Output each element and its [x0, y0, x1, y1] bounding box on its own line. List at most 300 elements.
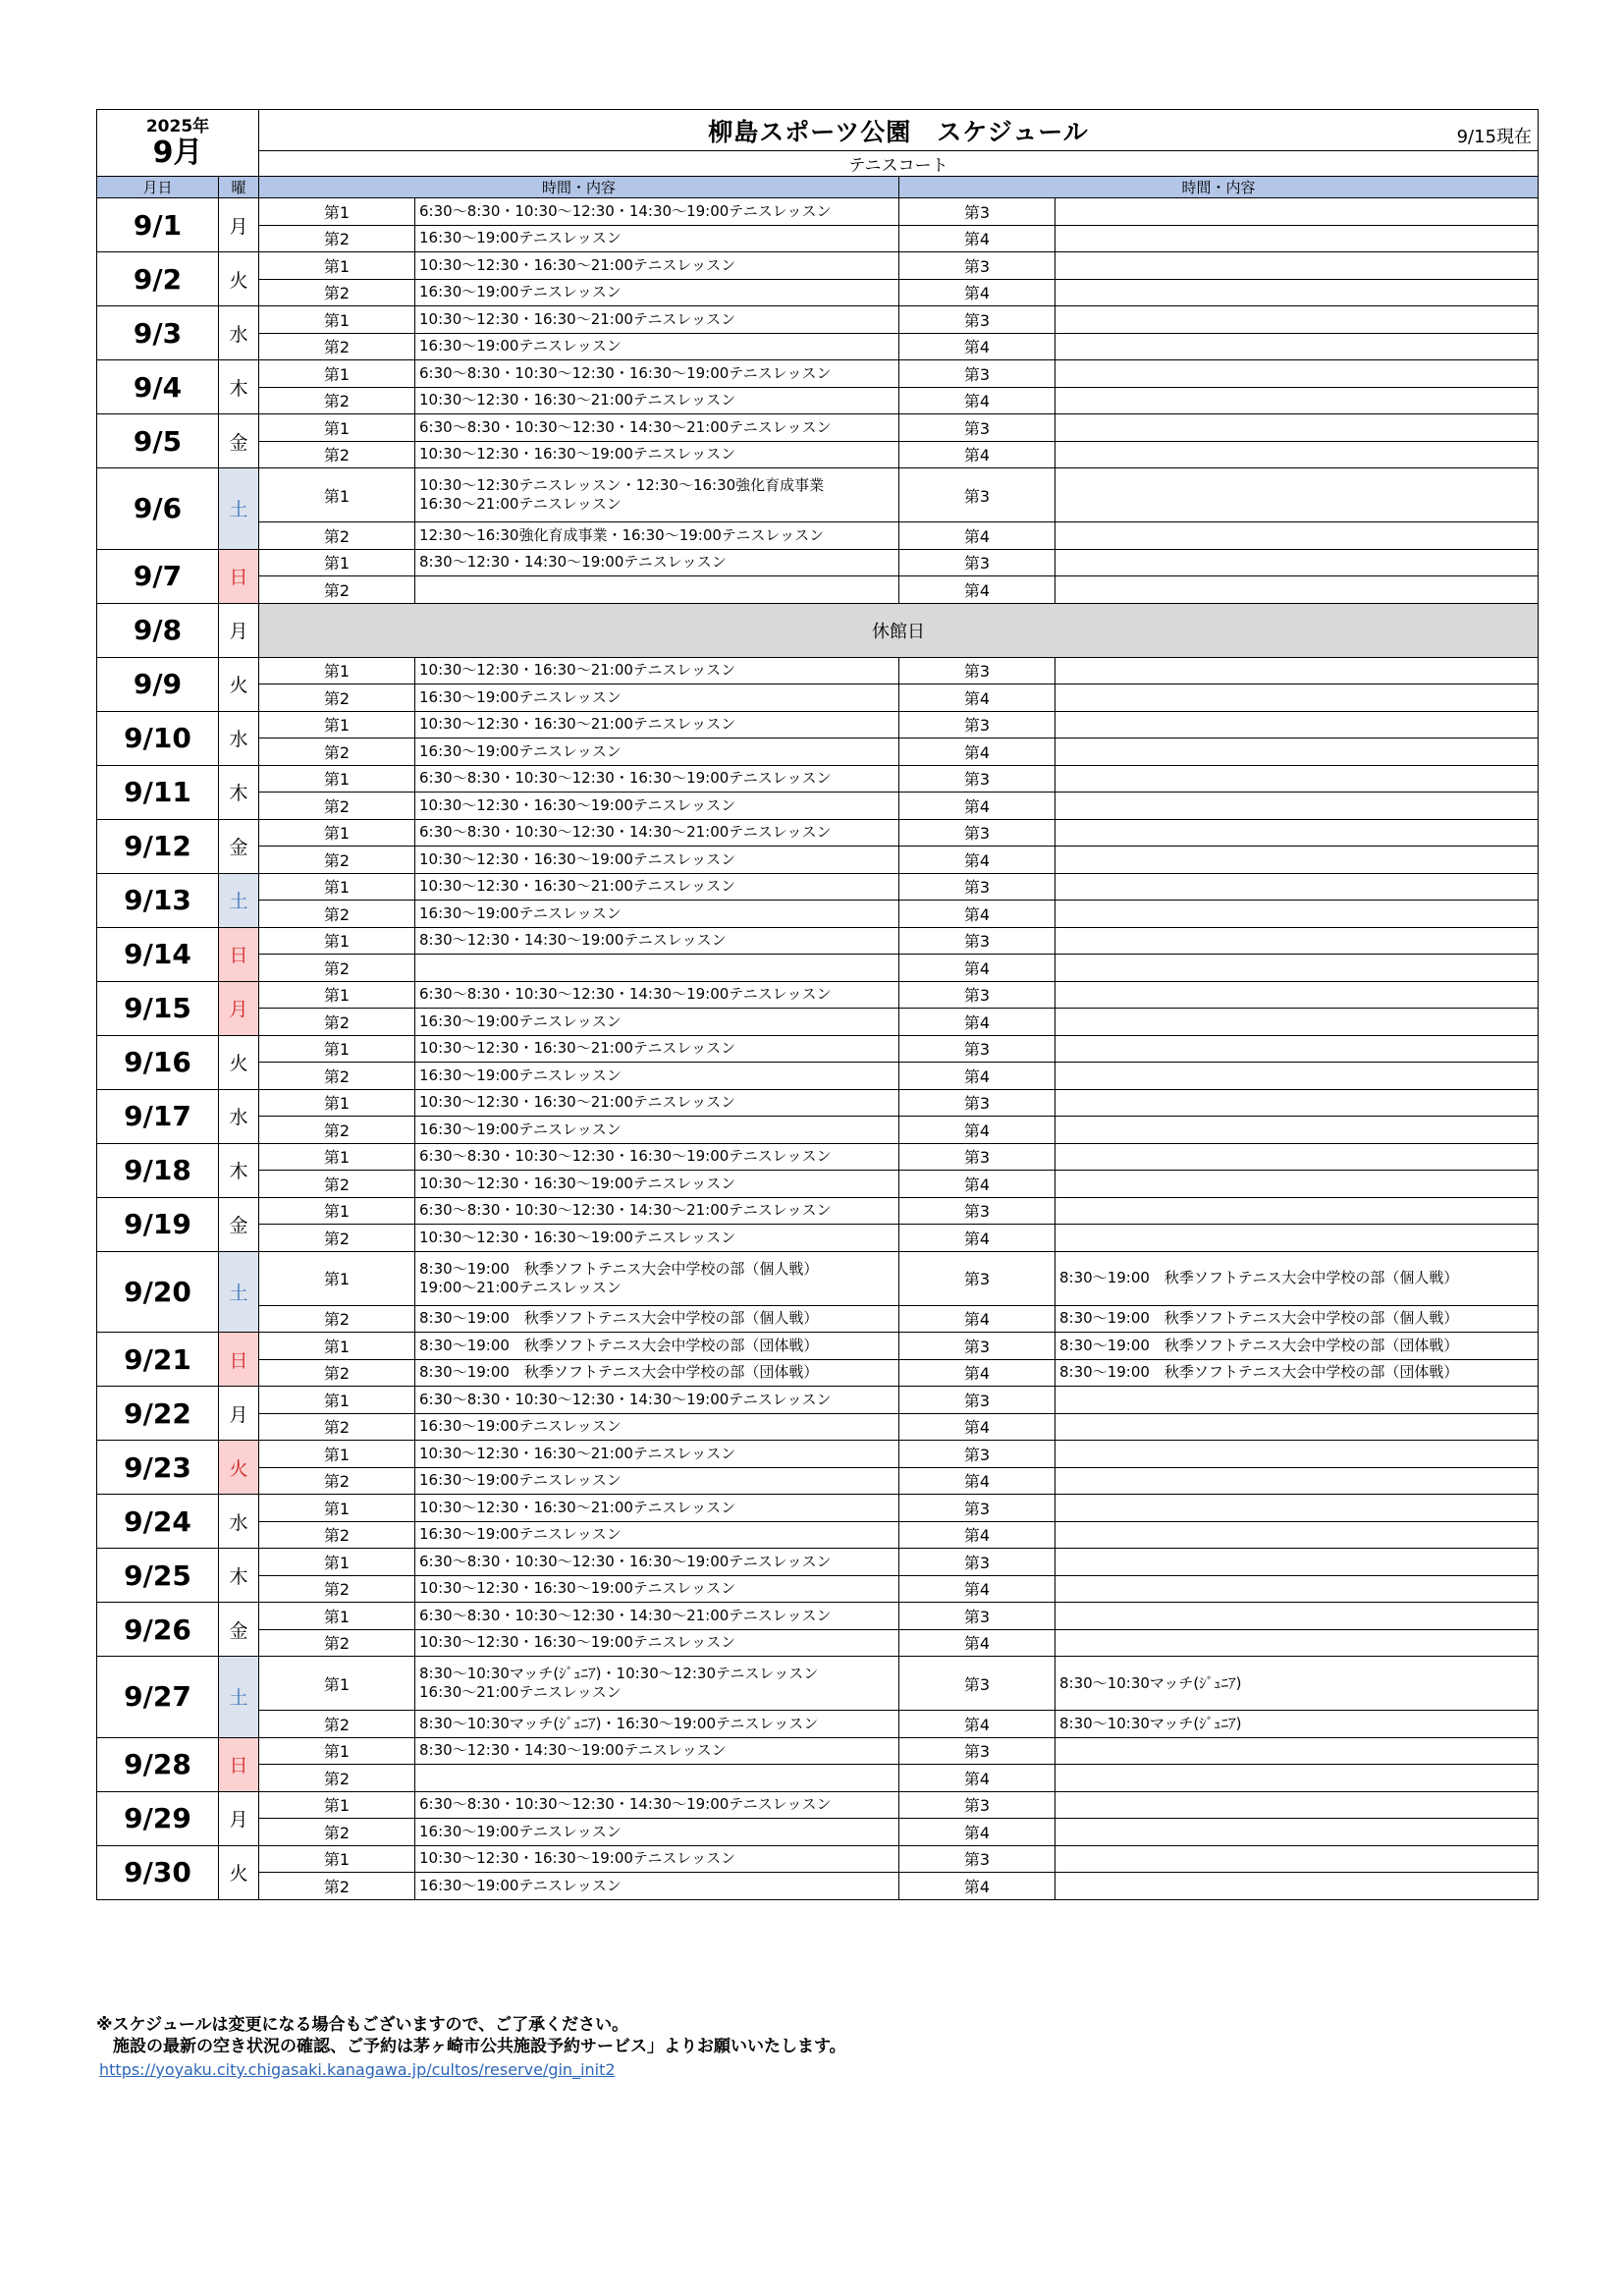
day-of-week: 水 [219, 1089, 259, 1143]
court-1-label: 第1 [259, 1035, 415, 1063]
reservation-link[interactable]: https://yoyaku.city.chigasaki.kanagawa.jp/cultos/reserve/gin_init2 [99, 2060, 616, 2079]
court-3-content: 8:30～10:30マッチ(ｼﾞｭﾆｱ) [1055, 1657, 1539, 1711]
col-content-right-header: 時間・内容 [899, 177, 1539, 198]
court-1-content: 6:30～8:30・10:30～12:30・14:30～21:00テニスレッスン [415, 1603, 899, 1630]
court-3-content [1055, 765, 1539, 793]
court-3-content [1055, 1035, 1539, 1063]
day-row [97, 981, 1539, 1009]
court-4-label: 第4 [899, 1117, 1055, 1144]
court-2-label: 第2 [259, 901, 415, 928]
court-4-content [1055, 793, 1539, 820]
court-1-content: 10:30～12:30・16:30～21:00テニスレッスン [415, 306, 899, 334]
court-4-content [1055, 1521, 1539, 1549]
day-of-week: 土 [219, 873, 259, 927]
court-3-content [1055, 1549, 1539, 1576]
day-date: 9/26 [97, 1603, 219, 1657]
court-2-content: 10:30～12:30・16:30～19:00テニスレッスン [415, 1171, 899, 1198]
court-2-content: 10:30～12:30・16:30～19:00テニスレッスン [415, 441, 899, 468]
court-4-content [1055, 333, 1539, 360]
day-row-sub [97, 387, 1539, 414]
court-4-label: 第4 [899, 333, 1055, 360]
court-2-label: 第2 [259, 1305, 415, 1333]
day-date: 9/3 [97, 306, 219, 360]
court-3-label: 第3 [899, 1089, 1055, 1117]
court-1-content: 6:30～8:30・10:30～12:30・14:30～21:00テニスレッスン [415, 819, 899, 847]
court-4-label: 第4 [899, 387, 1055, 414]
court-4-content: 8:30～10:30マッチ(ｼﾞｭﾆｱ) [1055, 1711, 1539, 1738]
court-4-content [1055, 1575, 1539, 1603]
day-date: 9/16 [97, 1035, 219, 1089]
court-2-content: 10:30～12:30・16:30～19:00テニスレッスン [415, 1225, 899, 1252]
court-1-label: 第1 [259, 1791, 415, 1819]
court-2-label: 第2 [259, 576, 415, 604]
court-3-label: 第3 [899, 1657, 1055, 1711]
court-3-content [1055, 1197, 1539, 1225]
court-1-content: 6:30～8:30・10:30～12:30・14:30～19:00テニスレッスン [415, 1387, 899, 1414]
day-of-week: 火 [219, 252, 259, 306]
day-of-week: 木 [219, 1549, 259, 1603]
court-1-content: 10:30～12:30・16:30～21:00テニスレッスン [415, 711, 899, 738]
day-row-sub [97, 1225, 1539, 1252]
court-3-label: 第3 [899, 306, 1055, 334]
court-4-label: 第4 [899, 1521, 1055, 1549]
day-date: 9/28 [97, 1737, 219, 1791]
court-4-label: 第4 [899, 793, 1055, 820]
court-2-label: 第2 [259, 1873, 415, 1900]
court-2-content [415, 576, 899, 604]
court-2-content: 8:30～19:00 秋季ソフトテニス大会中学校の部（団体戦） [415, 1359, 899, 1387]
court-1-content: 8:30～19:00 秋季ソフトテニス大会中学校の部（団体戦） [415, 1333, 899, 1360]
court-3-label: 第3 [899, 1035, 1055, 1063]
day-row-sub [97, 1063, 1539, 1090]
day-of-week: 木 [219, 360, 259, 414]
day-row [97, 603, 1539, 657]
schedule-page [96, 109, 1538, 1900]
court-4-content [1055, 955, 1539, 982]
court-2-label: 第2 [259, 333, 415, 360]
court-4-content [1055, 738, 1539, 766]
day-row [97, 1143, 1539, 1171]
court-2-label: 第2 [259, 1467, 415, 1495]
day-of-week: 土 [219, 1251, 259, 1333]
court-3-content [1055, 927, 1539, 955]
day-row-sub [97, 1629, 1539, 1657]
court-2-content: 16:30～19:00テニスレッスン [415, 1521, 899, 1549]
court-4-label: 第4 [899, 684, 1055, 712]
court-1-label: 第1 [259, 927, 415, 955]
day-of-week: 水 [219, 306, 259, 360]
court-2-content: 10:30～12:30・16:30～19:00テニスレッスン [415, 793, 899, 820]
day-date: 9/22 [97, 1387, 219, 1441]
court-2-label: 第2 [259, 955, 415, 982]
court-2-label: 第2 [259, 387, 415, 414]
day-row [97, 927, 1539, 955]
court-4-content [1055, 522, 1539, 550]
court-2-label: 第2 [259, 1521, 415, 1549]
day-of-week: 日 [219, 1737, 259, 1791]
court-1-label: 第1 [259, 1845, 415, 1873]
court-2-label: 第2 [259, 441, 415, 468]
day-date: 9/7 [97, 549, 219, 603]
court-4-label: 第4 [899, 901, 1055, 928]
day-row [97, 873, 1539, 901]
court-3-content [1055, 468, 1539, 522]
court-1-content: 10:30～12:30・16:30～21:00テニスレッスン [415, 252, 899, 280]
court-3-label: 第3 [899, 1333, 1055, 1360]
court-3-label: 第3 [899, 414, 1055, 442]
day-row [97, 1495, 1539, 1522]
court-4-label: 第4 [899, 1711, 1055, 1738]
court-3-label: 第3 [899, 1495, 1055, 1522]
notes [96, 2014, 1538, 2057]
court-4-label: 第4 [899, 1629, 1055, 1657]
day-row [97, 360, 1539, 388]
court-3-content [1055, 1441, 1539, 1468]
court-3-label: 第3 [899, 549, 1055, 576]
day-row [97, 198, 1539, 226]
court-3-label: 第3 [899, 1251, 1055, 1305]
court-3-label: 第3 [899, 981, 1055, 1009]
court-1-content: 10:30～12:30・16:30～21:00テニスレッスン [415, 1035, 899, 1063]
court-2-label: 第2 [259, 1413, 415, 1441]
day-row-sub [97, 1819, 1539, 1846]
day-date: 9/18 [97, 1143, 219, 1197]
court-3-content [1055, 1089, 1539, 1117]
day-row-sub [97, 901, 1539, 928]
court-1-label: 第1 [259, 1549, 415, 1576]
court-2-label: 第2 [259, 1765, 415, 1792]
court-3-label: 第3 [899, 873, 1055, 901]
page-title: 柳島スポーツ公園 スケジュール [708, 117, 1089, 146]
court-4-label: 第4 [899, 1413, 1055, 1441]
court-3-content [1055, 1143, 1539, 1171]
court-1-label: 第1 [259, 873, 415, 901]
court-2-content: 10:30～12:30・16:30～19:00テニスレッスン [415, 1629, 899, 1657]
court-1-label: 第1 [259, 1089, 415, 1117]
court-2-content: 8:30～19:00 秋季ソフトテニス大会中学校の部（個人戦） [415, 1305, 899, 1333]
court-4-content [1055, 847, 1539, 874]
day-of-week: 月 [219, 198, 259, 252]
court-1-label: 第1 [259, 1441, 415, 1468]
day-row [97, 657, 1539, 684]
court-1-content: 8:30～19:00 秋季ソフトテニス大会中学校の部（個人戦） 19:00～21:00テニスレッスン [415, 1251, 899, 1305]
title-cell [259, 110, 1539, 151]
court-1-content: 10:30～12:30・16:30～19:00テニスレッスン [415, 1845, 899, 1873]
court-2-label: 第2 [259, 1575, 415, 1603]
court-4-content [1055, 1629, 1539, 1657]
court-2-content: 10:30～12:30・16:30～19:00テニスレッスン [415, 1575, 899, 1603]
day-row [97, 1197, 1539, 1225]
court-3-content: 8:30～19:00 秋季ソフトテニス大会中学校の部（個人戦） [1055, 1251, 1539, 1305]
day-row-sub [97, 1467, 1539, 1495]
court-2-label: 第2 [259, 793, 415, 820]
day-date: 9/12 [97, 819, 219, 873]
court-3-label: 第3 [899, 1791, 1055, 1819]
court-4-label: 第4 [899, 1171, 1055, 1198]
court-3-label: 第3 [899, 819, 1055, 847]
court-3-content [1055, 873, 1539, 901]
day-of-week: 金 [219, 1197, 259, 1251]
court-3-content [1055, 414, 1539, 442]
court-1-label: 第1 [259, 819, 415, 847]
day-of-week: 火 [219, 657, 259, 711]
court-2-label: 第2 [259, 1711, 415, 1738]
court-1-content: 10:30～12:30・16:30～21:00テニスレッスン [415, 657, 899, 684]
court-4-label: 第4 [899, 955, 1055, 982]
court-4-label: 第4 [899, 1467, 1055, 1495]
court-1-content: 8:30～12:30・14:30～19:00テニスレッスン [415, 549, 899, 576]
court-2-content: 16:30～19:00テニスレッスン [415, 1009, 899, 1036]
day-date: 9/6 [97, 468, 219, 550]
court-4-content [1055, 1467, 1539, 1495]
day-row-sub [97, 576, 1539, 604]
court-4-content [1055, 576, 1539, 604]
day-row-sub [97, 738, 1539, 766]
court-2-content [415, 955, 899, 982]
day-of-week: 水 [219, 1495, 259, 1549]
court-2-label: 第2 [259, 847, 415, 874]
day-row [97, 1441, 1539, 1468]
day-row-sub [97, 1711, 1539, 1738]
court-1-label: 第1 [259, 711, 415, 738]
day-row [97, 468, 1539, 522]
court-2-content: 16:30～19:00テニスレッスン [415, 901, 899, 928]
court-1-label: 第1 [259, 1603, 415, 1630]
court-3-content [1055, 819, 1539, 847]
court-4-label: 第4 [899, 1359, 1055, 1387]
court-1-content: 10:30～12:30・16:30～21:00テニスレッスン [415, 1441, 899, 1468]
court-1-content: 10:30～12:30テニスレッスン・12:30～16:30強化育成事業 16:30～21:00テニスレッスン [415, 468, 899, 522]
day-date: 9/24 [97, 1495, 219, 1549]
court-3-content [1055, 1845, 1539, 1873]
court-1-content: 6:30～8:30・10:30～12:30・16:30～19:00テニスレッスン [415, 765, 899, 793]
day-date: 9/4 [97, 360, 219, 414]
court-3-label: 第3 [899, 1387, 1055, 1414]
day-date: 9/25 [97, 1549, 219, 1603]
day-row [97, 1549, 1539, 1576]
day-of-week: 月 [219, 1791, 259, 1845]
day-row [97, 1791, 1539, 1819]
court-2-content: 16:30～19:00テニスレッスン [415, 1819, 899, 1846]
court-3-label: 第3 [899, 711, 1055, 738]
court-1-label: 第1 [259, 1495, 415, 1522]
note-line-2: 施設の最新の空き状況の確認、ご予約は茅ヶ崎市公共施設予約サービス」よりお願いいたします。 [96, 2037, 846, 2056]
court-3-content [1055, 252, 1539, 280]
court-4-label: 第4 [899, 1819, 1055, 1846]
day-of-week: 日 [219, 927, 259, 981]
court-4-content [1055, 1117, 1539, 1144]
court-3-content [1055, 1495, 1539, 1522]
court-1-content: 6:30～8:30・10:30～12:30・14:30～19:00テニスレッスン [415, 981, 899, 1009]
court-2-label: 第2 [259, 1063, 415, 1090]
court-2-label: 第2 [259, 225, 415, 252]
court-4-content [1055, 1873, 1539, 1900]
court-3-content [1055, 360, 1539, 388]
court-2-content: 10:30～12:30・16:30～21:00テニスレッスン [415, 387, 899, 414]
court-4-label: 第4 [899, 1765, 1055, 1792]
day-of-week: 土 [219, 1657, 259, 1738]
court-2-content: 8:30～10:30マッチ(ｼﾞｭﾆｱ)・16:30～19:00テニスレッスン [415, 1711, 899, 1738]
court-3-label: 第3 [899, 360, 1055, 388]
day-row-sub [97, 333, 1539, 360]
court-2-label: 第2 [259, 684, 415, 712]
court-2-label: 第2 [259, 522, 415, 550]
day-row [97, 1737, 1539, 1765]
day-of-week: 月 [219, 603, 259, 657]
court-1-label: 第1 [259, 1333, 415, 1360]
day-date: 9/27 [97, 1657, 219, 1738]
court-4-content [1055, 1819, 1539, 1846]
day-date: 9/15 [97, 981, 219, 1035]
court-2-content: 16:30～19:00テニスレッスン [415, 1063, 899, 1090]
day-row [97, 1845, 1539, 1873]
day-row [97, 1035, 1539, 1063]
court-1-content: 8:30～10:30マッチ(ｼﾞｭﾆｱ)・10:30～12:30テニスレッスン 16:30～21:00テニスレッスン [415, 1657, 899, 1711]
day-date: 9/5 [97, 414, 219, 468]
court-2-content: 16:30～19:00テニスレッスン [415, 1873, 899, 1900]
closed-label: 休館日 [259, 603, 1539, 657]
court-4-label: 第4 [899, 738, 1055, 766]
court-1-label: 第1 [259, 657, 415, 684]
schedule-table [96, 109, 1539, 1900]
court-4-label: 第4 [899, 522, 1055, 550]
court-4-content [1055, 1063, 1539, 1090]
court-2-content: 16:30～19:00テニスレッスン [415, 1467, 899, 1495]
day-row-sub [97, 847, 1539, 874]
court-2-content: 12:30～16:30強化育成事業・16:30～19:00テニスレッスン [415, 522, 899, 550]
day-of-week: 日 [219, 549, 259, 603]
court-2-content: 16:30～19:00テニスレッスン [415, 1413, 899, 1441]
day-row-sub [97, 1117, 1539, 1144]
court-1-label: 第1 [259, 1197, 415, 1225]
col-dow-header: 曜 [219, 177, 259, 198]
day-of-week: 木 [219, 1143, 259, 1197]
court-3-label: 第3 [899, 657, 1055, 684]
day-of-week: 金 [219, 414, 259, 468]
court-4-content [1055, 1225, 1539, 1252]
day-date: 9/21 [97, 1333, 219, 1387]
court-3-label: 第3 [899, 1549, 1055, 1576]
day-row [97, 1657, 1539, 1711]
day-row-sub [97, 441, 1539, 468]
day-of-week: 金 [219, 1603, 259, 1657]
court-3-label: 第3 [899, 1603, 1055, 1630]
day-row [97, 1387, 1539, 1414]
court-1-label: 第1 [259, 306, 415, 334]
day-of-week: 月 [219, 981, 259, 1035]
day-date: 9/8 [97, 603, 219, 657]
court-2-label: 第2 [259, 1171, 415, 1198]
year-month-cell [97, 110, 259, 177]
court-1-label: 第1 [259, 1143, 415, 1171]
day-row [97, 306, 1539, 334]
day-date: 9/29 [97, 1791, 219, 1845]
court-3-content [1055, 711, 1539, 738]
day-date: 9/20 [97, 1251, 219, 1333]
court-4-content [1055, 279, 1539, 306]
day-row-sub [97, 684, 1539, 712]
court-3-content [1055, 549, 1539, 576]
court-2-label: 第2 [259, 1009, 415, 1036]
day-row-sub [97, 1575, 1539, 1603]
court-2-content: 16:30～19:00テニスレッスン [415, 1117, 899, 1144]
day-of-week: 金 [219, 819, 259, 873]
court-2-label: 第2 [259, 279, 415, 306]
court-1-label: 第1 [259, 468, 415, 522]
court-1-label: 第1 [259, 1387, 415, 1414]
court-4-label: 第4 [899, 441, 1055, 468]
court-3-label: 第3 [899, 252, 1055, 280]
court-4-label: 第4 [899, 1305, 1055, 1333]
day-row-sub [97, 793, 1539, 820]
court-3-label: 第3 [899, 765, 1055, 793]
day-of-week: 月 [219, 1387, 259, 1441]
court-4-content [1055, 225, 1539, 252]
day-row-sub [97, 279, 1539, 306]
court-4-content [1055, 1765, 1539, 1792]
court-1-label: 第1 [259, 1251, 415, 1305]
court-2-content: 16:30～19:00テニスレッスン [415, 333, 899, 360]
facility-name: テニスコート [259, 151, 1539, 177]
court-4-content [1055, 387, 1539, 414]
facility-row [97, 151, 1539, 177]
court-1-content: 10:30～12:30・16:30～21:00テニスレッスン [415, 1089, 899, 1117]
court-2-content: 16:30～19:00テニスレッスン [415, 738, 899, 766]
day-date: 9/11 [97, 765, 219, 819]
court-1-content: 8:30～12:30・14:30～19:00テニスレッスン [415, 927, 899, 955]
court-4-label: 第4 [899, 576, 1055, 604]
court-4-content [1055, 684, 1539, 712]
court-4-label: 第4 [899, 1873, 1055, 1900]
court-4-label: 第4 [899, 1575, 1055, 1603]
day-row-sub [97, 1171, 1539, 1198]
court-2-label: 第2 [259, 1117, 415, 1144]
day-row [97, 1251, 1539, 1305]
court-1-label: 第1 [259, 360, 415, 388]
note-line-1: ※スケジュールは変更になる場合もございますので、ご了承ください。 [96, 2015, 629, 2035]
court-2-content: 16:30～19:00テニスレッスン [415, 279, 899, 306]
court-1-content: 8:30～12:30・14:30～19:00テニスレッスン [415, 1737, 899, 1765]
day-date: 9/1 [97, 198, 219, 252]
court-1-content: 10:30～12:30・16:30～21:00テニスレッスン [415, 873, 899, 901]
court-3-content [1055, 198, 1539, 226]
court-3-content: 8:30～19:00 秋季ソフトテニス大会中学校の部（団体戦） [1055, 1333, 1539, 1360]
day-row-sub [97, 1305, 1539, 1333]
day-date: 9/19 [97, 1197, 219, 1251]
court-3-label: 第3 [899, 1845, 1055, 1873]
court-1-content: 6:30～8:30・10:30～12:30・14:30～21:00テニスレッスン [415, 1197, 899, 1225]
day-row-sub [97, 1765, 1539, 1792]
court-4-content: 8:30～19:00 秋季ソフトテニス大会中学校の部（団体戦） [1055, 1359, 1539, 1387]
court-3-label: 第3 [899, 927, 1055, 955]
court-1-label: 第1 [259, 765, 415, 793]
day-row-sub [97, 1413, 1539, 1441]
court-2-label: 第2 [259, 1225, 415, 1252]
day-row-sub [97, 1521, 1539, 1549]
day-date: 9/23 [97, 1441, 219, 1495]
title-row [97, 110, 1539, 151]
court-2-label: 第2 [259, 738, 415, 766]
court-2-label: 第2 [259, 1819, 415, 1846]
day-row [97, 1333, 1539, 1360]
court-4-label: 第4 [899, 1225, 1055, 1252]
court-3-label: 第3 [899, 1197, 1055, 1225]
day-of-week: 水 [219, 711, 259, 765]
court-3-content [1055, 1387, 1539, 1414]
day-date: 9/13 [97, 873, 219, 927]
court-2-content [415, 1765, 899, 1792]
day-of-week: 木 [219, 765, 259, 819]
